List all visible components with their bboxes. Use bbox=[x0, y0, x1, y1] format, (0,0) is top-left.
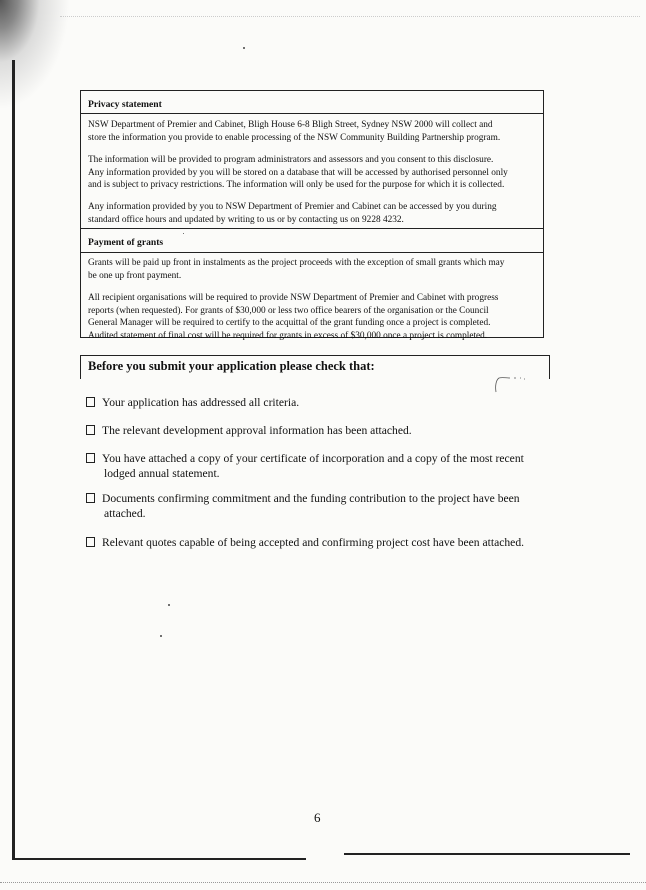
checklist-item bbox=[86, 491, 556, 521]
payment-heading-rule bbox=[81, 252, 543, 253]
text-line: store the information you provide to enable processing of the NSW Community Building Partnership program. bbox=[88, 132, 501, 143]
text-line: The information will be provided to program administrators and assessors and you consent to this disclosure. bbox=[88, 155, 494, 165]
checklist-title: Before you submit your application please check that: bbox=[88, 359, 375, 373]
footer-rule-right bbox=[344, 853, 630, 855]
privacy-heading: Privacy statement bbox=[88, 99, 162, 110]
text-line: All recipient organisations will be required to provide NSW Department of Premier and Cabinet with progress bbox=[88, 293, 499, 303]
information-box bbox=[80, 90, 544, 341]
checklist-frame-top bbox=[80, 355, 550, 356]
handwritten-mark bbox=[490, 372, 530, 396]
text-line: and is subject to privacy restrictions. The information will only be used for the purpose for which it is collected. bbox=[88, 180, 505, 190]
text-line: standard office hours and updated by writing to us or by contacting us on 9228 4232. bbox=[88, 214, 404, 225]
checklist-item bbox=[86, 423, 556, 438]
checkbox[interactable] bbox=[86, 493, 95, 503]
payment-heading: Payment of grants bbox=[88, 237, 164, 248]
privacy-heading-rule bbox=[81, 113, 543, 114]
text-line: be one up front payment. bbox=[88, 270, 182, 281]
checkbox[interactable] bbox=[86, 397, 95, 407]
checkbox[interactable] bbox=[86, 537, 95, 547]
checklist-item-continuation: lodged annual statement. bbox=[104, 467, 220, 480]
checklist-frame-right bbox=[549, 355, 550, 379]
payment-top-rule bbox=[81, 228, 543, 229]
scan-speck bbox=[168, 604, 170, 606]
checkbox[interactable] bbox=[86, 425, 95, 435]
text-line: Any information provided by you to NSW Department of Premier and Cabinet can be accessed by you during bbox=[88, 202, 497, 212]
footer-rule-left bbox=[14, 858, 306, 860]
text-line: General Manager will be required to certify to the acquittal of the grant funding once a project is completed. bbox=[88, 318, 491, 328]
checklist-item-text: Documents confirming commitment and the funding contribution to the project have been bbox=[102, 492, 520, 505]
checklist-item-text: The relevant development approval information has been attached. bbox=[102, 424, 412, 437]
checklist-item-text: Relevant quotes capable of being accepted and confirming project cost have been attached. bbox=[102, 536, 525, 549]
checklist-item bbox=[86, 395, 556, 410]
checklist-frame-left bbox=[80, 355, 81, 379]
text-line: Audited statement of final cost will be required for grants in excess of $30,000 once a project is completed. bbox=[88, 330, 488, 341]
checklist-item-text: You have attached a copy of your certificate of incorporation and a copy of the most recent bbox=[102, 452, 524, 465]
scan-bottom-noise bbox=[0, 882, 646, 884]
payment-paragraph-2 bbox=[88, 292, 538, 342]
text-line: reports (when requested). For grants of $30,000 or less two office bearers of the organisation or the Council bbox=[88, 305, 489, 316]
checklist-item-text: Your application has addressed all criteria. bbox=[102, 396, 300, 409]
checklist-item bbox=[86, 535, 556, 550]
payment-paragraph-1 bbox=[88, 257, 538, 282]
privacy-paragraph-1 bbox=[88, 119, 538, 144]
scan-left-edge bbox=[12, 60, 15, 860]
text-line: Grants will be paid up front in instalments as the project proceeds with the exception of small grants which may bbox=[88, 258, 505, 268]
checklist-item bbox=[86, 451, 556, 481]
checkbox[interactable] bbox=[86, 453, 95, 463]
scan-top-noise bbox=[60, 16, 640, 18]
text-line: NSW Department of Premier and Cabinet, Bligh House 6-8 Bligh Street, Sydney NSW 2000 will collect and bbox=[88, 120, 493, 130]
scan-speck bbox=[160, 635, 162, 637]
page-number: 6 bbox=[314, 810, 321, 825]
privacy-paragraph-3 bbox=[88, 201, 538, 226]
text-line: Any information provided by you will be stored on a database that will be accessed by authorised personnel only bbox=[88, 167, 508, 178]
checklist-item-continuation: attached. bbox=[104, 507, 146, 520]
scan-speck bbox=[243, 47, 245, 49]
privacy-paragraph-2 bbox=[88, 154, 538, 192]
